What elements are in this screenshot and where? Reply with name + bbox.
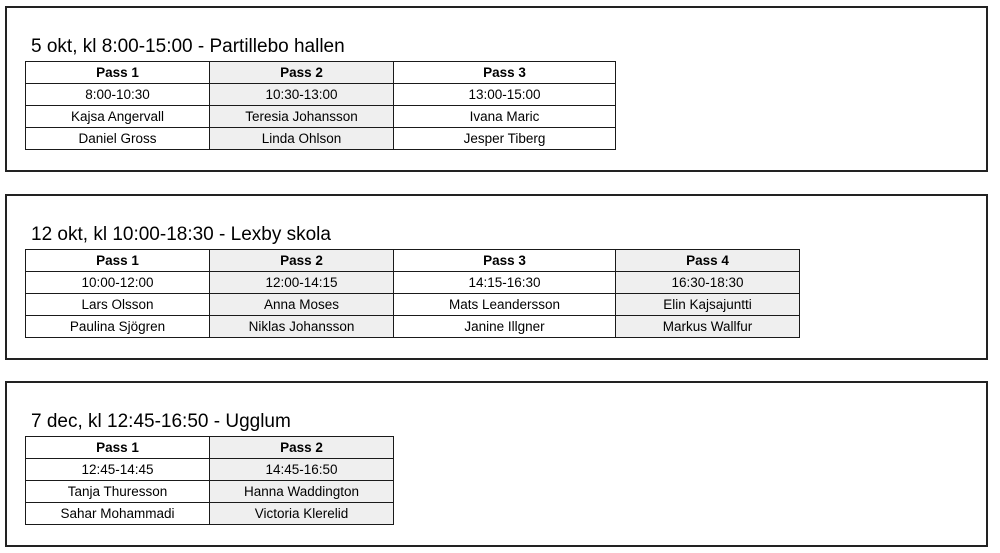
pass-label: Pass 3 xyxy=(394,250,616,272)
pass-label: Pass 3 xyxy=(394,62,616,84)
person-cell: Janine Illgner xyxy=(394,316,616,338)
pass-time: 13:00-15:00 xyxy=(394,84,616,106)
person-cell: Sahar Mohammadi xyxy=(26,503,210,525)
person-cell: Markus Wallfur xyxy=(616,316,800,338)
person-cell: Lars Olsson xyxy=(26,294,210,316)
header-row xyxy=(26,250,800,272)
person-cell: Daniel Gross xyxy=(26,128,210,150)
person-cell: Kajsa Angervall xyxy=(26,106,210,128)
pass-label: Pass 1 xyxy=(26,250,210,272)
person-cell: Elin Kajsajuntti xyxy=(616,294,800,316)
time-row xyxy=(26,84,616,106)
person-cell: Linda Ohlson xyxy=(210,128,394,150)
schedule-table xyxy=(25,61,616,150)
person-row xyxy=(26,128,616,150)
event-box-2 xyxy=(5,194,988,360)
event-title: 7 dec, kl 12:45-16:50 - Ugglum xyxy=(31,411,291,432)
person-row xyxy=(26,316,800,338)
person-row xyxy=(26,481,394,503)
schedule-table xyxy=(25,249,800,338)
pass-label: Pass 4 xyxy=(616,250,800,272)
person-cell: Hanna Waddington xyxy=(210,481,394,503)
person-row xyxy=(26,294,800,316)
pass-time: 14:45-16:50 xyxy=(210,459,394,481)
time-row xyxy=(26,272,800,294)
person-cell: Paulina Sjögren xyxy=(26,316,210,338)
schedule-table xyxy=(25,436,394,525)
pass-time: 8:00-10:30 xyxy=(26,84,210,106)
time-row xyxy=(26,459,394,481)
pass-time: 14:15-16:30 xyxy=(394,272,616,294)
pass-time: 10:00-12:00 xyxy=(26,272,210,294)
pass-label: Pass 2 xyxy=(210,62,394,84)
pass-label: Pass 2 xyxy=(210,250,394,272)
person-cell: Tanja Thuresson xyxy=(26,481,210,503)
pass-label: Pass 2 xyxy=(210,437,394,459)
person-cell: Ivana Maric xyxy=(394,106,616,128)
pass-time: 12:45-14:45 xyxy=(26,459,210,481)
event-box-1 xyxy=(5,6,988,172)
pass-time: 12:00-14:15 xyxy=(210,272,394,294)
header-row xyxy=(26,437,394,459)
pass-time: 16:30-18:30 xyxy=(616,272,800,294)
pass-label: Pass 1 xyxy=(26,62,210,84)
pass-time: 10:30-13:00 xyxy=(210,84,394,106)
event-box-3 xyxy=(5,381,988,547)
person-cell: Teresia Johansson xyxy=(210,106,394,128)
person-cell: Mats Leandersson xyxy=(394,294,616,316)
header-row xyxy=(26,62,616,84)
person-cell: Anna Moses xyxy=(210,294,394,316)
event-title: 12 okt, kl 10:00-18:30 - Lexby skola xyxy=(31,224,331,245)
person-row xyxy=(26,106,616,128)
person-cell: Victoria Klerelid xyxy=(210,503,394,525)
person-row xyxy=(26,503,394,525)
pass-label: Pass 1 xyxy=(26,437,210,459)
person-cell: Jesper Tiberg xyxy=(394,128,616,150)
person-cell: Niklas Johansson xyxy=(210,316,394,338)
event-title: 5 okt, kl 8:00-15:00 - Partillebo hallen xyxy=(31,36,345,57)
